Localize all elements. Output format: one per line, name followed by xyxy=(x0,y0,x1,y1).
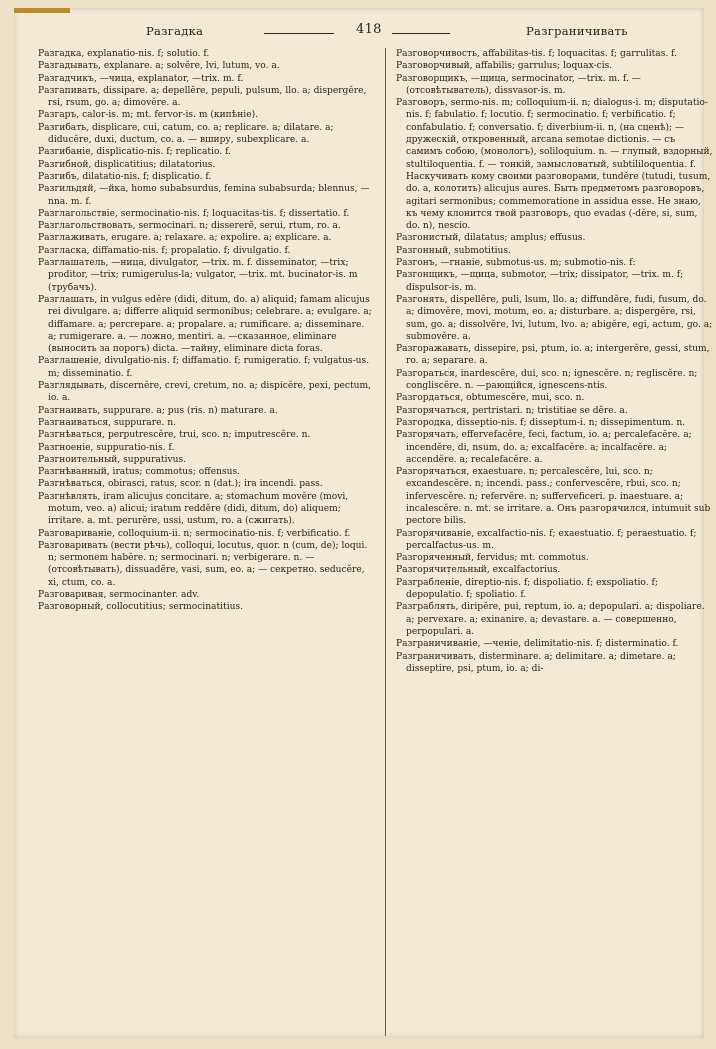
dictionary-entry: Разгнѣваться, obirasci, ratus, scor. n (dat.); ira incendi. pass. xyxy=(38,479,323,490)
dictionary-entry: Разгонъ, —гнаніе, submotus-us. m; submotio-nis. f: xyxy=(396,258,636,269)
dictionary-entry: Разгонщикъ, —щица, submotor, —trix; dissipator, —trix. m. f; dispulsor-is. m. xyxy=(396,270,684,293)
dictionary-entry: Разгадчикъ, —чица, explanator, —trix. m. f. xyxy=(38,73,244,84)
dictionary-entry: Разгорячительный, excalfactorius. xyxy=(396,565,561,576)
dictionary-entry: Разгнѣваться, perputrescĕre, trui, sco. n; imputrescĕre. n. xyxy=(38,430,311,441)
dictionary-entry: Разгонять, dispellĕre, puli, lsum, llo. a; diffundĕre, fudi, fusum, do. a; dimovĕre, movi, motum, eo. a; disturbare. a; dispergĕre, rsi, sum, go. a; dissolvĕre, lvi, lutum, lvo. a; abigĕre, egi, actum, go. a; submovĕre. a. xyxy=(396,294,713,342)
dictionary-entry: Разгораться, inardescĕre, dui, sco. n; ignescĕre. n; regliscĕre. n; conglisсĕre. n. —рающійся, ignescens-ntis. xyxy=(396,368,698,392)
dictionary-entry: Разгадывать, explanare. a; solvĕre, lvi, lutum, vo. a. xyxy=(38,61,280,72)
dictionary-entry: Разграничиваніе, —ченіе, delimitatio-nis. f; disterminatio. f. xyxy=(396,639,679,650)
page-edge-mark xyxy=(14,8,70,13)
dictionary-entry: Разграблять, diripĕre, pui, reptum, io. a; depopulari. a; dispoliare. a; pervexare. a; exinanire. a; devastare. a. — совершенно, perpopulari. a. xyxy=(396,602,705,637)
dictionary-entry: Разгоряченный, fervidus; mt. commotus. xyxy=(396,553,589,564)
dictionary-entry: Разговорный, collocutitius; sermocinatitius. xyxy=(38,602,244,613)
page-number: 418 xyxy=(356,22,382,37)
page-header xyxy=(36,18,694,42)
left-column xyxy=(38,48,374,614)
dictionary-entry: Разгородка, disseptio-nis. f; disseptum-i. n; dissepimentum. n. xyxy=(396,417,686,428)
dictionary-entry: Разглагольствовать, sermocinari. n; dissererĕ, serui, rtum, ro. a. xyxy=(38,221,341,232)
dictionary-entry: Разгорячиваніе, excalfactio-nis. f; exaestuatio. f; peraestuatio. f; percalfactus-us. m. xyxy=(396,528,697,551)
dictionary-entry: Разгноеніе, suppuratio-nis. f. xyxy=(38,442,175,453)
dictionary-entry: Разгордаться, obtumescĕre, mui, sco. n. xyxy=(396,393,585,404)
dictionary-entry: Разгадка, explanatio-nis. f; solutio. f. xyxy=(38,49,210,59)
dictionary-entry: Разгоражавать, dissepire, psi, ptum, io. a; intergerĕre, gessi, stum, ro. a; separare. a. xyxy=(396,344,710,367)
dictionary-entry: Разгибать, displicare, cui, catum, co. a; replicare. a; dilatare. a; diducĕre, duxi, ductum, co. a. — вширу, subexplicare. a. xyxy=(38,122,334,146)
dictionary-entry: Разгаръ, calor-is. m; mt. fervor-is. m (кипѣніе). xyxy=(38,110,259,121)
dictionary-entry: Разгнаивать, suppurare. a; pus (ris. n) maturare. a. xyxy=(38,405,278,416)
dictionary-entry: Разглядывать, discernĕre, crevi, cretum, no. a; dispicĕre, pexi, pectum, io. a. xyxy=(38,381,372,404)
dictionary-entry: Разграничивать, disterminare. a; delimitare. a; dimetare. a; disseptire, psi, ptum, io. a; di- xyxy=(396,651,676,674)
header-rule-left xyxy=(264,33,334,34)
dictionary-entry: Разграбленіе, direptio-nis. f; dispoliatio. f; exspoliatio. f; depopulatio. f; spoliatio. f. xyxy=(396,577,658,601)
header-guide-word-left: Разгадка xyxy=(146,24,204,38)
dictionary-entry: Разгласка, diffamatio-nis. f; propalatio. f; divulgatio. f. xyxy=(38,245,291,256)
dictionary-page xyxy=(14,8,713,1038)
dictionary-entry: Разговорщикъ, —щица, sermocinator, —trix. m. f. — (отсовѣтыватель), dissvasor-is. m. xyxy=(396,73,641,96)
dictionary-entry: Разгорячаться, pertristari. n; tristitiae se dĕre. a. xyxy=(396,405,628,416)
dictionary-entry: Разгапивать, dissipare. a; depellĕre, pepuli, pulsum, llo. a; dispergĕre, rsi, rsum, go. a; dimovĕre. a. xyxy=(38,85,367,109)
dictionary-entry: Разгибаніе, displicatio-nis. f; replicatio. f. xyxy=(38,147,232,158)
dictionary-entry: Разгнаиваться, suppurare. n. xyxy=(38,417,176,428)
dictionary-entry: Разглагольствіе, sermocinatio-nis. f; loquacitas-tis. f; dissertatio. f. xyxy=(38,208,350,219)
dictionary-entry: Разгорячать, effervefacĕre, feci, factum, io. a; percalefacĕre. a; incendĕre, di, nsum, do. a; excalfacĕre. a; incalfacĕre. a; accendĕre. a; recalefacĕre. a. xyxy=(396,430,692,465)
dictionary-entry: Разгнѣванный, iratus; commotus; offensus. xyxy=(38,467,241,478)
dictionary-entry: Разглашеніе, divulgatio-nis. f; diffamatio. f; rumigeratio. f; vulgatus-us. m; disseminatio. f. xyxy=(38,356,370,379)
dictionary-entry: Разгноительный, suppurativus. xyxy=(38,454,187,465)
dictionary-entry: Разгонный, submotitius. xyxy=(396,245,511,256)
dictionary-entry: Разгонистый, dilatatus; amplus; effusus. xyxy=(396,233,586,244)
dictionary-entry: Разговариваніе, colloquium-ii. n; sermocinatio-nis. f; verbificatio. f. xyxy=(38,528,351,539)
header-guide-word-right: Разграничивать xyxy=(526,24,628,38)
dictionary-entry: Разговаривать (вести рѣчь), colloqui, locutus, quor. n (cum, de); loqui. n; sermonem habĕre. n; sermocinari. n; verbigerare. n. — (отсовѣтывать), dissuadĕre, vasi, sum, eo. a; — секретно. seducĕre, xi, ctum, co. a. xyxy=(38,540,368,588)
dictionary-entry: Разгибъ, dilatatio-nis. f; displicatio. f. xyxy=(38,171,212,182)
dictionary-entry: Разгильдяй, —йка, homo subabsurdus, femina subabsurda; blennus, —nna. m. f. xyxy=(38,184,370,207)
dictionary-entry: Разговаривая, sermocinanter. adv. xyxy=(38,590,200,601)
column-divider xyxy=(385,48,386,1036)
dictionary-entry: Разговорчивость, affabilitas-tis. f; loquacitas. f; garrulitas. f. xyxy=(396,49,678,59)
dictionary-entry: Разглашатель, —ница, divulgator, —trix. m. f. disseminator, —trix; proditor, —trix; rumigerulus-la; vulgator, —trix. mt. bucinator-is. m (трубачъ). xyxy=(38,258,358,293)
dictionary-entry: Разговорчивый, affabilis; garrulus; loquax-cis. xyxy=(396,61,613,72)
dictionary-entry: Разгорячаться, exaestuare. n; percalescĕre, lui, sco. n; excandescĕre. n; incendi. pass.; confervescĕre, rbui, sco. n; infervescĕre. n; refervĕre. n; sufferveficeri. p. inaestuare. a; incalescĕre. n. mt. se irritare. a. Онъ разгорячился, intumuit sub pectore bilis. xyxy=(396,467,711,527)
header-rule-right xyxy=(392,33,450,34)
dictionary-entry: Разговоръ, sermo-nis. m; colloquium-ii. n; dialogus-i. m; disputatio-nis. f; fabulatio. f; locutio. f; sermocinatio. f; verbificatio. f; confabulatio. f; conversatio. f; diverbium-ii. n, (на сценѣ); — дружескій, откровенный, arcana semotae dictionis. — съ самимъ собою, (монологъ), soliloquium. n. — глупый, вздорный, stultiloquentia. f. — тонкій, замысловатый, subtililoquentia. f. Наскучивать кому своими разговорами, tundĕre (tutudi, tusum, do. a, колотить) alicujus aures. Быть предметомъ разговоровъ, agitari sermonibus; commemoratione in assidua esse. Не знаю, къ чему клонится твой разговоръ, quo evadas (-dĕre, si, sum, do. n), nescio. xyxy=(396,98,713,232)
dictionary-entry: Разгнѣвлять, iram alicujus concitare. a; stomachum movĕre (movi, motum, veo. a) alicui; iratum reddĕre (didi, ditum, do) aliquem; irritare. a. mt. perurĕre, ussi, ustum, ro. a (сжигать). xyxy=(38,491,349,527)
right-column xyxy=(396,48,714,675)
dictionary-entry: Разглаживать, erugare. a; relaxare. a; expolire. a; explicare. a. xyxy=(38,233,332,244)
dictionary-entry: Разглашать, in vulgus edĕre (didi, ditum, do. a) aliquid; famam alicujus rei divulgare. a; differre aliquid sermonibus; celebrare. a; evulgare. a; diffamare. a; percrepare. a; propalare. a; rumificare. a; disseminare. a; rumigerare. a. — ложно, mentiri. a. —сказанное, eliminare (выносить за порогъ) dicta. —тайну, eliminare dicta foras. xyxy=(38,294,372,355)
dictionary-entry: Разгибной, displicatitius; dilatatorius. xyxy=(38,159,216,170)
